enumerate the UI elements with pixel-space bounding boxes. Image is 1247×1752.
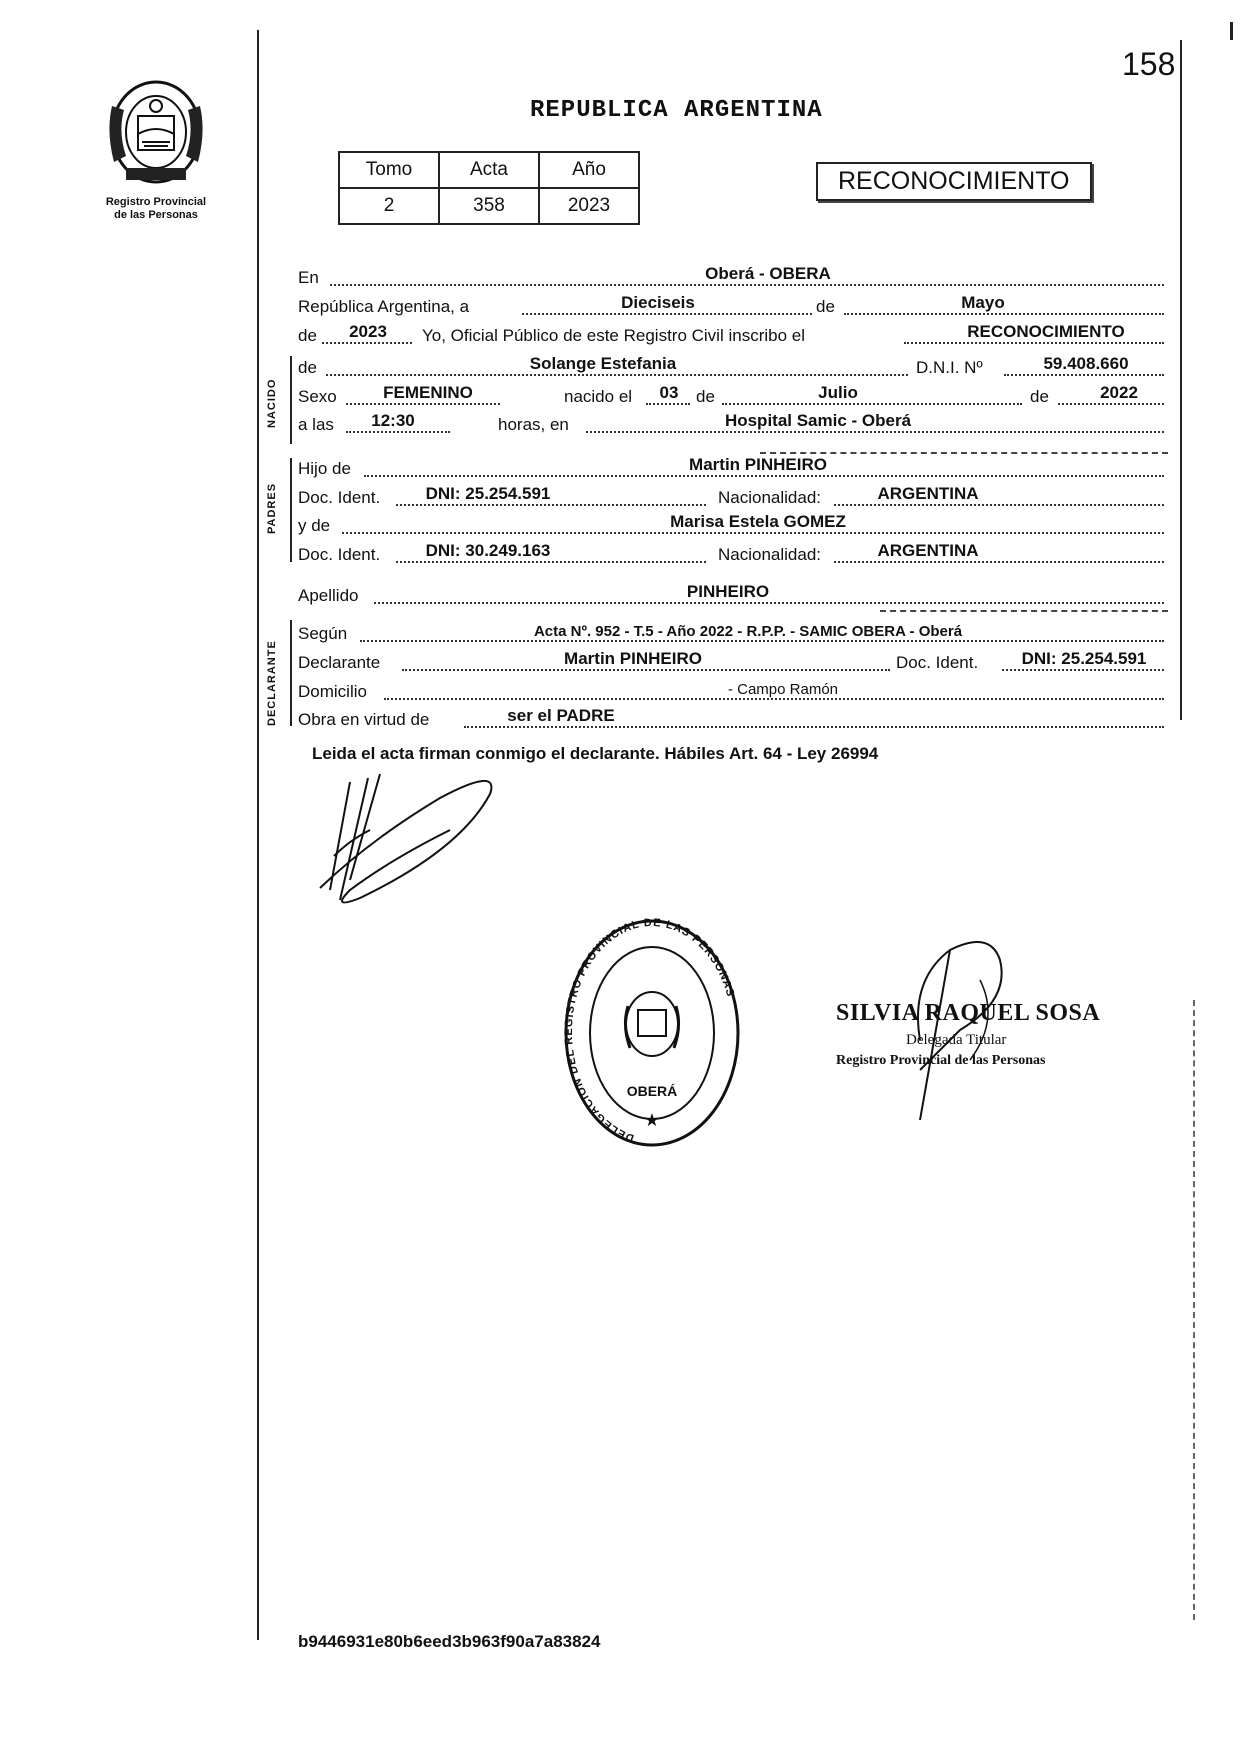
table-cell-tomo: 2 xyxy=(339,188,439,224)
de-label: de xyxy=(816,297,835,316)
segun-label: Según xyxy=(298,624,348,643)
dotted-line xyxy=(374,602,1164,604)
doc1-label: Doc. Ident. xyxy=(298,488,381,507)
dotted-line xyxy=(346,431,450,433)
right-margin-line xyxy=(1180,40,1182,720)
official-office: Registro Provincial de las Personas xyxy=(836,1053,1046,1068)
place-value: Oberá - OBERA xyxy=(705,264,831,283)
doc1-value: DNI: 25.254.591 xyxy=(425,484,551,503)
nacido-month: Julio xyxy=(818,383,858,402)
row-en xyxy=(298,264,1168,290)
obra-label: Obra en virtud de xyxy=(298,710,430,729)
dotted-line xyxy=(646,403,690,405)
inscribo-value: RECONOCIMIENTO xyxy=(967,322,1125,341)
dni-value: 59.408.660 xyxy=(1043,354,1129,373)
page-number: 158 xyxy=(1122,46,1176,82)
apellido-value: PINHEIRO xyxy=(686,582,770,601)
row-segun xyxy=(298,620,1168,646)
doc2-value: DNI: 30.249.163 xyxy=(425,541,551,560)
row-doc1 xyxy=(298,484,1168,510)
obra-value: ser el PADRE xyxy=(507,706,615,725)
svg-text:OBERÁ: OBERÁ xyxy=(626,1083,678,1099)
nombre-value: Solange Estefania xyxy=(529,354,677,373)
year-value: 2023 xyxy=(349,322,387,341)
padres-bracket xyxy=(290,458,292,562)
dotted-line xyxy=(396,561,706,563)
dotted-line xyxy=(586,431,1164,433)
nacido-de2-label: de xyxy=(1030,387,1049,406)
section-divider xyxy=(880,610,1168,612)
left-margin-line xyxy=(257,30,259,1640)
registry-caption-line1: Registro Provincial xyxy=(105,196,207,208)
row-obra xyxy=(298,706,1168,732)
row-apellido xyxy=(298,582,1168,608)
registry-seal xyxy=(562,916,742,1150)
month-value: Mayo xyxy=(961,293,1005,312)
nac2-label: Nacionalidad: xyxy=(718,545,822,564)
day-value: Dieciseis xyxy=(621,293,695,312)
table-header-acta: Acta xyxy=(439,152,539,188)
row-nombre xyxy=(298,354,1168,380)
dotted-line xyxy=(396,504,706,506)
nacido-label: nacido el xyxy=(564,387,633,406)
dotted-line xyxy=(330,284,1164,286)
dotted-line xyxy=(834,561,1164,563)
declarante-label: Declarante xyxy=(298,653,381,672)
madre-value: Marisa Estela GOMEZ xyxy=(670,512,846,531)
section-label-nacido: NACIDO xyxy=(266,378,278,428)
nac1-value: ARGENTINA xyxy=(877,484,979,503)
yde-label: y de xyxy=(298,516,331,535)
inscribo-text: Yo, Oficial Público de este Registro Civil inscribo el xyxy=(422,326,805,345)
decl-doc-value: DNI: 25.254.591 xyxy=(1021,649,1147,668)
declarante-bracket xyxy=(290,620,292,726)
row-yde xyxy=(298,512,1168,538)
province-coat-of-arms-logo xyxy=(104,76,208,188)
de2-label: de xyxy=(298,326,317,345)
dotted-line xyxy=(834,504,1164,506)
row-domicilio xyxy=(298,678,1168,704)
row-hijo xyxy=(298,455,1168,481)
hora-label: a las xyxy=(298,415,334,434)
dotted-line xyxy=(384,698,1164,700)
hijo-label: Hijo de xyxy=(298,459,351,478)
section-label-padres: PADRES xyxy=(266,482,278,534)
segun-value: Acta Nº. 952 - T.5 - Año 2022 - R.P.P. - SAMIC OBERA - Oberá xyxy=(533,623,963,640)
republica-label: República Argentina, a xyxy=(298,297,470,316)
apellido-label: Apellido xyxy=(298,586,359,605)
dotted-line xyxy=(402,669,890,671)
dotted-line xyxy=(844,313,1164,315)
nac1-label: Nacionalidad: xyxy=(718,488,822,507)
dotted-line xyxy=(904,342,1164,344)
country-title: REPUBLICA ARGENTINA xyxy=(530,97,823,124)
dotted-line xyxy=(322,342,412,344)
dotted-line xyxy=(1058,403,1164,405)
decl-doc-label: Doc. Ident. xyxy=(896,653,979,672)
padre-value: Martin PINHEIRO xyxy=(689,455,827,474)
dotted-line xyxy=(364,475,1164,477)
hora-value: 12:30 xyxy=(371,411,415,430)
nombre-label: de xyxy=(298,358,317,377)
dotted-line xyxy=(522,313,812,315)
svg-text:DELEGACION DEL REGISTRO PROVIN: DELEGACION DEL REGISTRO PROVINCIAL DE LAS PERSONAS xyxy=(563,916,737,1145)
dotted-line xyxy=(1002,669,1164,671)
document-hash: b9446931e80b6eed3b963f90a7a83824 xyxy=(298,1632,601,1651)
nac2-value: ARGENTINA xyxy=(877,541,979,560)
dotted-line xyxy=(342,532,1164,534)
official-name: SILVIA RAQUEL SOSA xyxy=(836,1000,1101,1026)
section-divider xyxy=(760,452,1168,454)
domicilio-value: - Campo Ramón xyxy=(727,681,839,698)
dotted-line xyxy=(346,403,500,405)
registry-caption xyxy=(86,196,226,222)
dotted-line xyxy=(1004,374,1164,376)
book-reference-table xyxy=(338,151,640,225)
nacido-bracket xyxy=(290,356,292,444)
doc2-label: Doc. Ident. xyxy=(298,545,381,564)
table-header-tomo: Tomo xyxy=(339,152,439,188)
en-label: En xyxy=(298,268,319,287)
dotted-line xyxy=(360,640,1164,642)
row-hora xyxy=(298,411,1168,437)
dotted-line xyxy=(722,403,1022,405)
nacido-year: 2022 xyxy=(1100,383,1138,402)
nacido-day: 03 xyxy=(659,383,679,402)
domicilio-label: Domicilio xyxy=(298,682,367,701)
dotted-line xyxy=(464,726,1164,728)
table-cell-anio: 2023 xyxy=(539,188,639,224)
declarant-signature xyxy=(310,770,510,910)
sexo-value: FEMENINO xyxy=(383,383,473,402)
registry-caption-line2: de las Personas xyxy=(114,209,198,221)
corner-mark xyxy=(1230,22,1233,40)
declarante-value: Martin PINHEIRO xyxy=(564,649,702,668)
closing-statement: Leida el acta firman conmigo el declarante. Hábiles Art. 64 - Ley 26994 xyxy=(312,744,879,763)
table-cell-acta: 358 xyxy=(439,188,539,224)
row-doc2 xyxy=(298,541,1168,567)
dotted-line xyxy=(326,374,908,376)
nacido-de-label: de xyxy=(696,387,715,406)
horas-en-label: horas, en xyxy=(498,415,569,434)
right-margin-line-lower xyxy=(1193,1000,1195,1620)
svg-text:★: ★ xyxy=(643,1110,661,1130)
official-title: Delegada Titular xyxy=(906,1032,1007,1048)
row-date xyxy=(298,293,1168,319)
dni-label: D.N.I. Nº xyxy=(916,358,983,377)
act-type-box: RECONOCIMIENTO xyxy=(816,162,1092,201)
row-year xyxy=(298,322,1168,348)
row-sexo xyxy=(298,383,1168,409)
table-header-anio: Año xyxy=(539,152,639,188)
row-declarante xyxy=(298,649,1168,675)
section-label-declarante: DECLARANTE xyxy=(266,640,278,726)
sexo-label: Sexo xyxy=(298,387,337,406)
lugar-value: Hospital Samic - Oberá xyxy=(724,411,912,430)
